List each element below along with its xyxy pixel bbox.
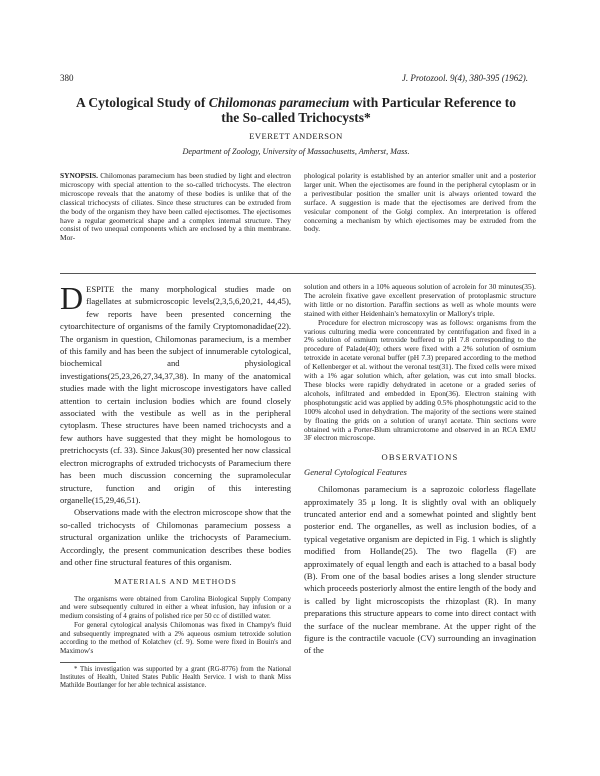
paragraph-2: Observations made with the electron microscope show that the so-called trichocysts of Chilomonas paramecium possess a structural organization unlike the trichocysts of Paramecium. Accordingly, the present communication describes these bodies and other fine structural features of this organism.	[60, 507, 291, 567]
paper-title	[56, 95, 536, 125]
footnote-rule	[60, 662, 116, 663]
author-name: EVERETT ANDERSON	[249, 131, 343, 141]
abstract-left-text: Chilomonas paramecium has been studied by light and electron microscopy with special attention to the so-called trichocysts. The electron microscope reveals that the anatomy of these bodies is unlike that of the classical trichocysts of ciliates. Since these structures can be extruded from the body of the organism they have been called ejectisomes. The ejectisomes have a regular geometrical shape and a complex internal structure. They consist of two unequal components which are enclosed by a thin membrane. Mor-	[60, 171, 291, 243]
observations-paragraph: Chilomonas paramecium is a saprozoic colorless flagellate approximately 35 μ long. It is slightly oval with an obliquely truncated anterior end and a somewhat pointed and slightly bent posterior end. The organelles, as well as inclusion bodies, of a typical vegetative organism are depicted in Fig. 1 which is slightly modified from Hollande(25). The two flagella (F) are approximately of equal length and each is attached to a basal body (B). From one of the basal bodies arises a long slender structure which proceeds posteriorly almost the entire length of the body and is called by light microscopists the rhizoplast (R). In many preparations this structure appears to come into direct contact with the surface of the nuclear membrane. At the upper right of the figure is the contractile vacuole (CV) surrounding an invagination of the	[304, 484, 536, 656]
left-column	[60, 280, 291, 690]
title-line1-pre: A Cytological Study of	[75, 95, 209, 110]
methods-heading: MATERIALS AND METHODS	[114, 577, 237, 587]
title-line1-post: with Particular Reference to	[349, 95, 517, 110]
abstract-right: phological polarity is established by an anterior smaller unit and a posterior larger unit. When the ejectisomes are found in the peripheral cytoplasm or in a perivestibular position the smaller unit is always oriented toward the surface. A suggestion is made that the ejectisomes are derived from the vesicular component of the Golgi complex. An interpretation is offered concerning a mechanism by which ejectisomes may be extruded from the body.	[304, 171, 536, 234]
intro-paragraph	[60, 280, 291, 506]
abstract-left	[60, 172, 291, 243]
observations-heading: OBSERVATIONS	[381, 452, 459, 463]
right-column	[304, 283, 536, 657]
methods-paragraph-2: For general cytological analysis Chilomonas was fixed in Champy's fluid and subsequently impregnated with a 2% aqueous osmium tetroxide solution according to the method of Kolatchev (cf. 9). Some were fixed in Bouin's and Maximow's	[60, 620, 291, 655]
abstract-divider	[60, 273, 536, 274]
footnote: * This investigation was supported by a grant (RG-8776) from the National Institutes of Health, United States Public Health Service. I wish to thank Miss Mathilde Boutlanger for her able technical assistance.	[60, 665, 291, 690]
page-number: 380	[60, 73, 74, 83]
em-procedure-paragraph: Procedure for electron microscopy was as follows: organisms from the various culturing media were concentrated by centrifugation and fixed in a 2% solution of osmium tetroxide buffered to pH 7.8 corresponding to the procedure of Palade(40); others were fixed with a 2% solution of osmium tetroxide in acetate veronal buffer (pH 7.3) prepared according to the method of Kellenberger et al. without the veronal test(31). The fixed cells were mixed with a 1% agar solution which, after gelation, was cut into small blocks. These blocks were rapidly dehydrated in acetone or a graded series of alcohols, infiltrated and embedded in Epon(36). Electron staining with phosphotungstic acid was applied by adding 0.5% phosphotungstic acid to the 100% alcohol used in dehydration. The majority of the sections were stained by floating the grids on a solution of uranyl acetate. Thin sections were obtained with a Porter-Blum ultramicrotome and observed in an RCA EMU 3F electron microscope.	[304, 317, 536, 443]
title-line2: the So-called Trichocysts*	[221, 110, 371, 125]
title-species: Chilomonas paramecium	[208, 95, 350, 110]
intro-text: ESPITE the many morphological studies made on flagellates at submicroscopic levels(2,3,5,6,20,21, 44,45), few reports have been presented concerning the cytoarchitecture of organisms of the family Cryptomonadidae(22). The organism in question, Chilomonas paramecium, is a member of this family and has been the subject of innumerable cytological, biochemical and physiological investigations(25,23,26,27,34,37,38). In many of the anatomical studies made with the light microscope investigators have called attention to certain inclusion bodies which are found closely associated with the vestibule as well as in the peripheral cytoplasm. These structures have been named trichocysts and a few authors have suggested that they might be homologous to pretrichocysts (cf. 33). Since Jakus(30) presented her now classical electron micrographs of extruded trichocysts of Paramecium there has been much discussion concerning the supramolecular structure, function and origin of this interesting organelle(15,29,46,51).	[60, 284, 291, 505]
abstract-lead: SYNOPSIS.	[60, 171, 98, 180]
journal-citation: J. Protozool. 9(4), 380-395 (1962).	[401, 73, 528, 83]
drop-cap: D	[60, 280, 84, 316]
methods-paragraph-1: The organisms were obtained from Carolina Biological Supply Company and were subsequently cultured in either a wheat infusion, hay infusion or a medium consisting of 4 grains of polished rice per 50 cc of distilled water.	[60, 594, 291, 621]
methods-continued: solution and others in a 10% aqueous solution of acrolein for 30 minutes(35). The acrolein fixative gave excellent preservation of protoplasmic structure with little or no distortion. Paraffin sections as well as whole mounts were stained with either Heidenhain's hematoxylin or Mallory's triple.	[304, 282, 536, 318]
general-features-subheading: General Cytological Features	[304, 467, 407, 478]
author-affiliation: Department of Zoology, University of Massachusetts, Amherst, Mass.	[182, 147, 410, 156]
